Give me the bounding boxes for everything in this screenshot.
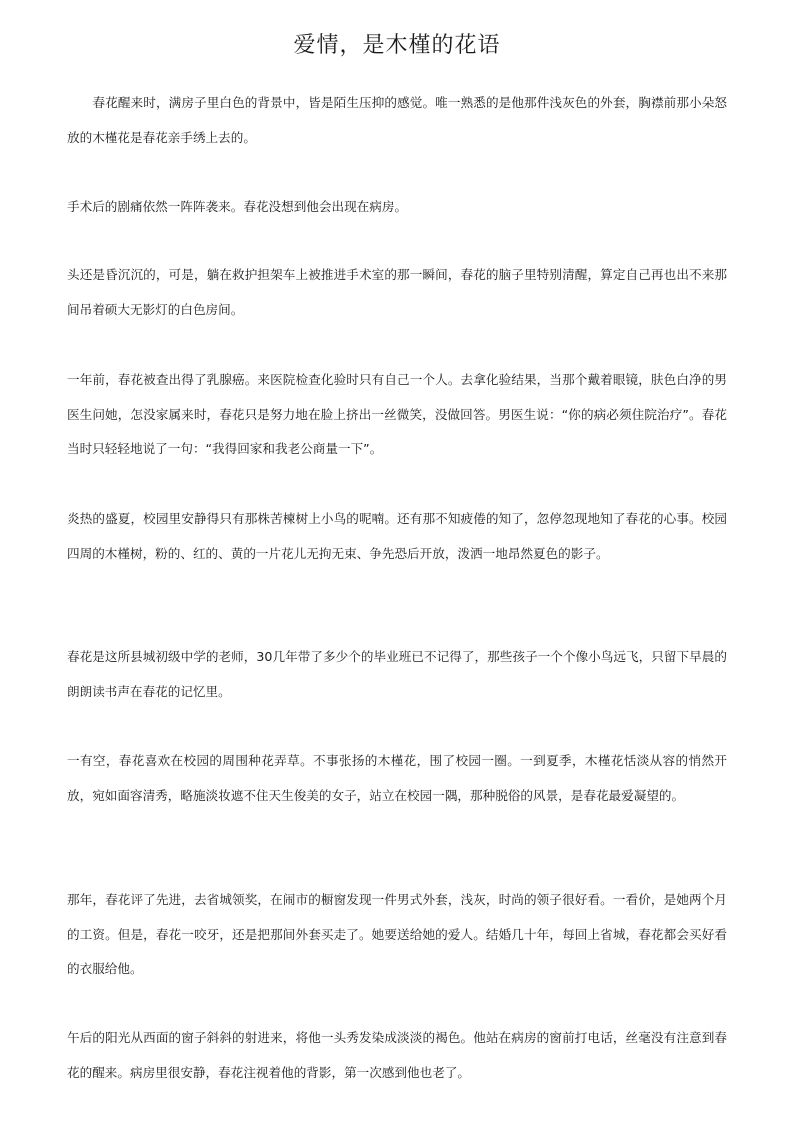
page-title: 爱情，是木槿的花语 (293, 33, 501, 58)
paragraph: 头还是昏沉沉的，可是，躺在救护担架车上被推进手术室的那一瞬间，春花的脑子里特别清醒，算定自己再也出不来那间吊着硕大无影灯的白色房间。 (67, 267, 727, 317)
paragraph: 那年，春花评了先进，去省城领奖，在闹市的橱窗发现一件男式外套，浅灰，时尚的领子很好看。一看价，是她两个月的工资。但是，春花一咬牙，还是把那间外套买走了。她要送给她的爱人。结婚几十年，每回上省城，春花都会买好看的衣服给他。 (67, 892, 727, 976)
paragraph: 春花是这所县城初级中学的老师，30几年带了多少个的毕业班已不记得了，那些孩子一个个像小鸟远飞，只留下早晨的朗朗读书声在春花的记忆里。 (67, 649, 727, 699)
paragraph: 午后的阳光从西面的窗子斜斜的射进来，将他一头秀发染成淡淡的褐色。他站在病房的窗前打电话，丝毫没有注意到春花的醒来。病房里很安静，春花注视着他的背影，第一次感到他也老了。 (67, 1030, 727, 1080)
paragraph: 手术后的剧痛依然一阵阵袭来。春花没想到他会出现在病房。 (67, 199, 408, 214)
paragraph: 炎热的盛夏，校园里安静得只有那株苦楝树上小鸟的呢喃。还有那不知疲倦的知了，忽停忽现地知了春花的心事。校园四周的木槿树，粉的、红的、黄的一片花儿无拘无束、争先恐后开放，泼洒一地昂然夏色的影子。 (67, 511, 727, 561)
paragraph: 一有空，春花喜欢在校园的周围种花弄草。不事张扬的木槿花，围了校园一圈。一到夏季，木槿花恬淡从容的悄然开放，宛如面容清秀，略施淡妆遮不住天生俊美的女子，站立在校园一隅，那种脱俗的风景，是春花最爱凝望的。 (67, 753, 727, 803)
paragraph: 春花醒来时，满房子里白色的背景中，皆是陌生压抑的感觉。唯一熟悉的是他那件浅灰色的外套，胸襟前那小朵怒放的木槿花是春花亲手绣上去的。 (67, 95, 727, 145)
paragraph: 一年前，春花被查出得了乳腺癌。来医院检查化验时只有自己一个人。去拿化验结果，当那个戴着眼镜，肤色白净的男医生问她，怎没家属来时，春花只是努力地在脸上挤出一丝微笑，没做回答。男医生说：“你的病必须住院治疗”。春花当时只轻轻地说了一句：“我得回家和我老公商量一下”。 (67, 372, 727, 456)
